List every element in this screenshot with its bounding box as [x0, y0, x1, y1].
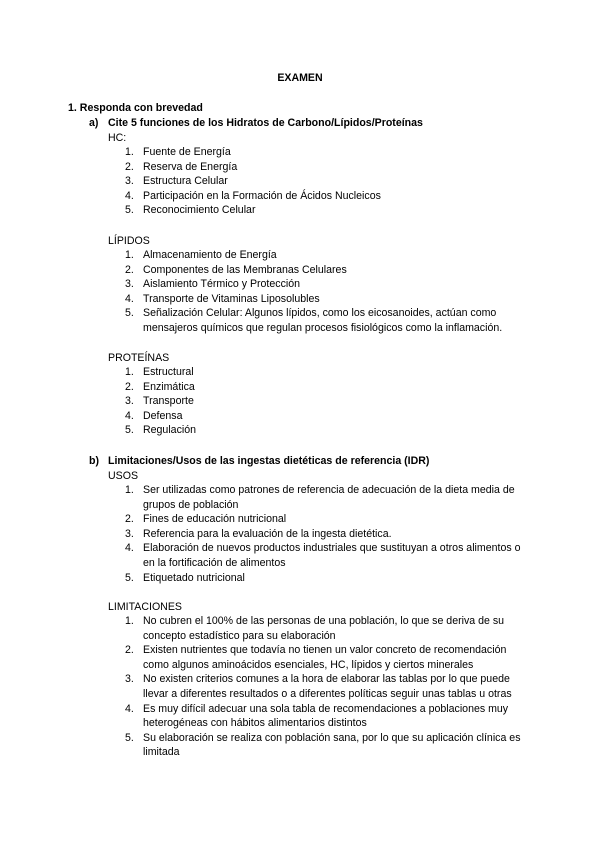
list-item: 4. Es muy difícil adecuar una sola tabla de recomendaciones a poblaciones muy heterogéneas con hábitos alimentarios distintos [125, 702, 509, 730]
list-item: 2. Existen nutrientes que todavía no tienen un valor concreto de recomendación como algunos aminoácidos esenciales, HC, lípidos y ciertos minerales [125, 644, 507, 671]
list-item: 4. Participación en la Formación de Ácidos Nucleicos [125, 189, 381, 202]
list-item: 3. Estructura Celular [125, 175, 228, 188]
list-item: 3. No existen criterios comunes a la hora de elaborar las tablas por lo que puede llevar a diferentes resultados o a diferentes políticas seguir unas tablas u otras [125, 673, 512, 700]
list-item: 2. Componentes de las Membranas Celulares [125, 263, 347, 276]
section-b-title: Limitaciones/Usos de las ingestas dietéticas de referencia (IDR) [108, 455, 430, 467]
hc-list [125, 145, 535, 218]
question-text: Responda con brevedad [79, 102, 203, 114]
limitaciones-list [125, 614, 535, 760]
list-item: 1. Almacenamiento de Energía [125, 249, 277, 261]
list-item: 1. Fuente de Energía [125, 146, 231, 158]
limitaciones-label: LIMITACIONES [108, 601, 182, 613]
list-item: 4. Transporte de Vitaminas Liposolubles [125, 292, 320, 305]
page-title: EXAMEN [277, 72, 323, 84]
list-item: 5. Señalización Celular: Algunos lípidos, como los eicosanoides, actúan como mensajeros químicos que regulan procesos fisiológicos como la inflamación. [125, 307, 503, 334]
list-item: 2. Fines de educación nutricional [125, 513, 287, 526]
proteinas-label: PROTEÍNAS [108, 352, 170, 364]
question-number: 1. [68, 102, 77, 114]
hc-label: HC: [108, 132, 127, 144]
list-item: 3. Transporte [125, 395, 194, 408]
list-item: 5. Su elaboración se realiza con población sana, por lo que su aplicación clínica es limitada [125, 731, 521, 759]
section-a-heading [89, 116, 423, 131]
section-a-title: Cite 5 funciones de los Hidratos de Carbono/Lípidos/Proteínas [108, 117, 423, 129]
list-item: 3. Referencia para la evaluación de la ingesta dietética. [125, 527, 392, 540]
lipidos-list [125, 248, 535, 336]
section-a-letter: a) [89, 117, 99, 129]
usos-label: USOS [108, 470, 139, 482]
list-item: 5. Regulación [125, 424, 197, 437]
list-item: 1. Estructural [125, 366, 194, 378]
list-item: 1. No cubren el 100% de las personas de una población, lo que se deriva de su concepto estadístico para su elaboración [125, 615, 505, 642]
proteinas-list [125, 365, 535, 438]
section-b-letter: b) [89, 455, 99, 467]
list-item: 2. Enzimática [125, 380, 195, 393]
lipidos-label: LÍPIDOS [108, 235, 150, 247]
list-item: 4. Elaboración de nuevos productos industriales que sustituyan a otros alimentos o en la fortificación de alimentos [125, 542, 521, 569]
list-item: 4. Defensa [125, 409, 183, 422]
list-item: 1. Ser utilizadas como patrones de referencia de adecuación de la dieta media de grupos de población [125, 484, 515, 511]
list-item: 3. Aislamiento Térmico y Protección [125, 278, 301, 291]
list-item: 5. Reconocimiento Celular [125, 204, 256, 217]
list-item: 5. Etiquetado nutricional [125, 571, 245, 584]
question-heading [68, 101, 203, 116]
section-b-heading [89, 454, 429, 469]
usos-list [125, 483, 535, 585]
list-item: 2. Reserva de Energía [125, 160, 238, 173]
